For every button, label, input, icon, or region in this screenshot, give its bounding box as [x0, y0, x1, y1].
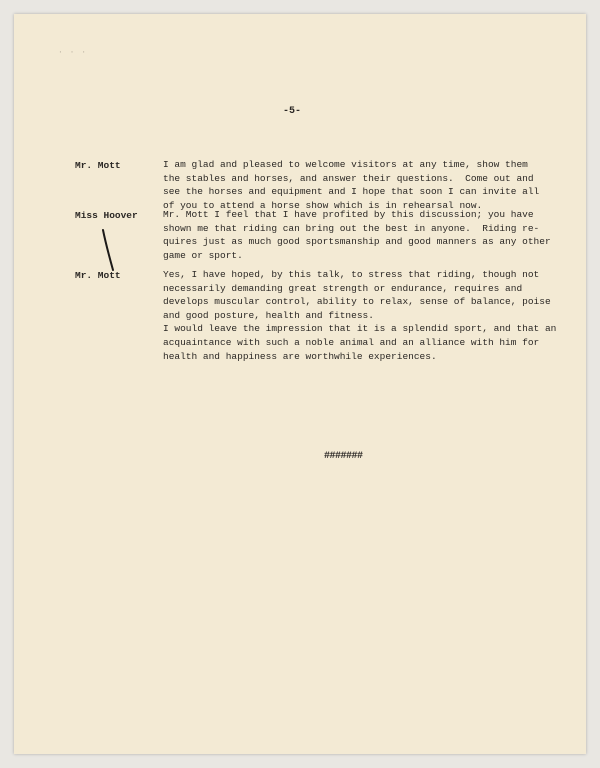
speech-line: I would leave the impression that it is a splendid sport, and that an — [163, 323, 557, 335]
speech-line: acquaintance with such a noble animal and an alliance with him for — [163, 336, 540, 348]
document-page — [14, 14, 586, 754]
speech-line: see the horses and equipment and I hope that soon I can invite all — [163, 186, 540, 198]
speech-block — [163, 268, 563, 363]
speech-line: Yes, I have hoped, by this talk, to stress that riding, though not — [163, 269, 540, 280]
speaker-label: Mr. Mott — [75, 160, 121, 171]
page-number: -5- — [283, 106, 302, 117]
speech-block — [163, 158, 563, 212]
paper-scuff-marks: · · · — [58, 48, 88, 57]
speech-line: necessarily demanding great strength or endurance, requires and — [163, 282, 523, 294]
speech-line: Mr. Mott I feel that I have profited by this discussion; you have — [163, 209, 534, 220]
speech-line: and good posture, health and fitness. — [163, 309, 374, 321]
speaker-label: Mr. Mott — [75, 270, 121, 281]
speech-line: develops muscular control, ability to relax, sense of balance, poise — [163, 296, 551, 308]
speech-line: quires just as much good sportsmanship and good manners as any other — [163, 236, 551, 248]
pen-stroke-mark — [99, 228, 117, 272]
end-of-text-mark: ####### — [324, 451, 363, 462]
speech-block — [163, 208, 563, 262]
speech-line: game or sport. — [163, 249, 243, 261]
speech-line: the stables and horses, and answer their questions. Come out and — [163, 172, 534, 184]
speech-line: shown me that riding can bring out the best in anyone. Riding re- — [163, 222, 540, 234]
speech-line: health and happiness are worthwhile experiences. — [163, 350, 437, 362]
speech-line: of you to attend a horse show which is in rehearsal now. — [163, 199, 483, 211]
speaker-label: Miss Hoover — [75, 210, 138, 221]
speech-line: I am glad and pleased to welcome visitors at any time, show them — [163, 159, 528, 170]
